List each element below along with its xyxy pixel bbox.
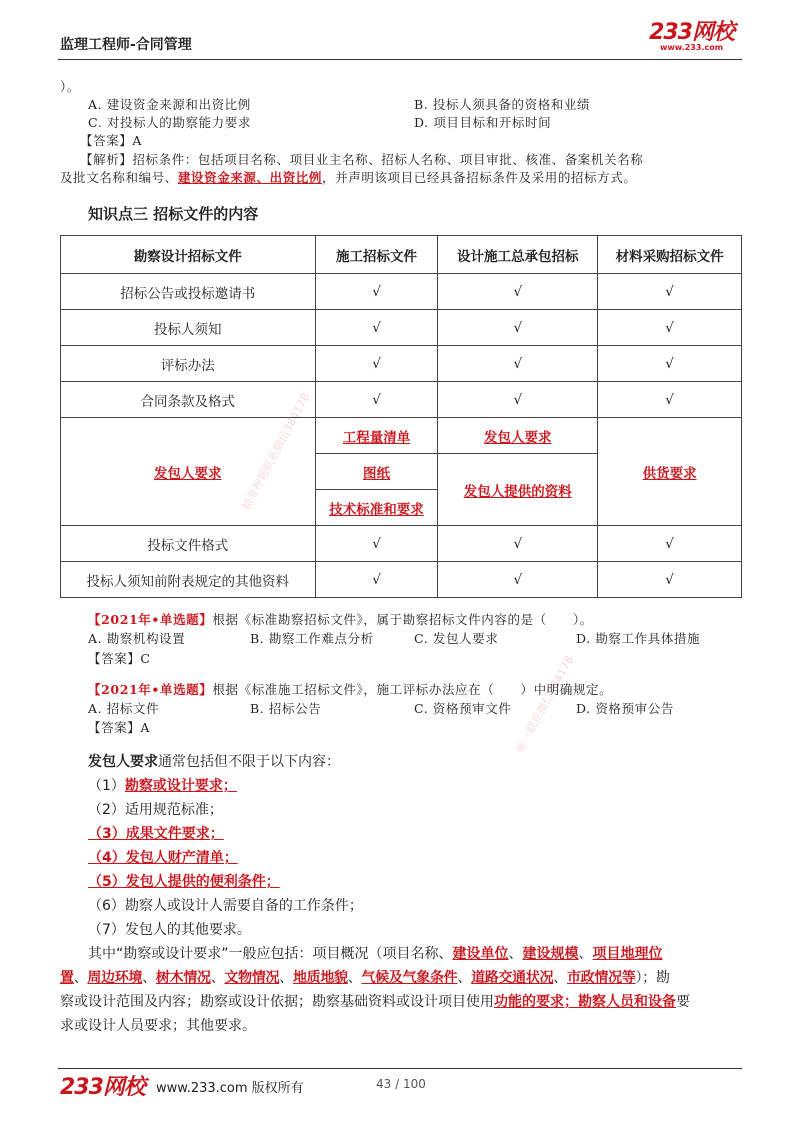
text-run: 、 bbox=[210, 970, 225, 986]
table-cell: 招标公告或投标邀请书 bbox=[61, 274, 316, 310]
table-row bbox=[61, 526, 742, 562]
check-cell: √ bbox=[598, 526, 742, 562]
question-tail: ）。 bbox=[60, 79, 80, 94]
footer-logo: 233网校 bbox=[60, 1075, 145, 1100]
brand-logo bbox=[649, 22, 734, 52]
q2-option-d: D. 资格预审公告 bbox=[576, 701, 674, 716]
analysis-text-2a: 及批文名称和编号、 bbox=[60, 170, 178, 185]
check-cell: √ bbox=[438, 310, 598, 346]
analysis-line-1 bbox=[80, 150, 643, 169]
req-paragraph-line-4: 求或设计人员要求；其他要求。 bbox=[60, 1018, 256, 1034]
check-cell: √ bbox=[598, 382, 742, 418]
header-divider bbox=[58, 59, 742, 60]
highlight-run: 文物情况 bbox=[224, 970, 280, 986]
answer-line: 【答案】A bbox=[80, 133, 143, 148]
question-2-tag: 【2021年•单选题】 bbox=[88, 682, 213, 697]
check-cell: √ bbox=[598, 346, 742, 382]
option-c: C. 对投标人的勘察能力要求 bbox=[88, 115, 251, 130]
text-run: 察或设计范围及内容；勘察或设计依据；勘察基础资料或设计项目使用 bbox=[60, 994, 494, 1010]
highlight-run: 道路交通状况 bbox=[471, 970, 554, 986]
table-cell: 评标办法 bbox=[61, 346, 316, 382]
footer-site: www.233.com 版权所有 bbox=[156, 1081, 304, 1096]
table-row bbox=[61, 382, 742, 418]
req-item-1-text: 勘察或设计要求； bbox=[124, 778, 237, 794]
req-paragraph-line-3 bbox=[60, 990, 690, 1014]
watermark-2: 唯一联系微信384178 bbox=[513, 653, 576, 756]
highlight-run: 功能的要求；勘察人员和设备 bbox=[494, 994, 676, 1010]
tender-docs-table bbox=[60, 235, 742, 598]
question-2-stem bbox=[88, 680, 612, 699]
req-paragraph-line-2 bbox=[60, 966, 670, 990]
req-item-4: （4）发包人财产清单； bbox=[88, 850, 238, 866]
bq-cell: 工程量清单 bbox=[315, 418, 438, 454]
option-a: A. 建设资金来源和出资比例 bbox=[88, 97, 251, 112]
text-run: 、 bbox=[553, 970, 567, 986]
footer-divider bbox=[58, 1068, 742, 1069]
text-run: 要 bbox=[676, 994, 690, 1010]
watermark-1: 精准押题联系微信384178 bbox=[239, 391, 313, 513]
supply-req-cell: 供货要求 bbox=[598, 418, 742, 526]
req-paragraph-line-1 bbox=[88, 942, 663, 966]
req-item-7: （7）发包人的其他要求。 bbox=[88, 922, 251, 938]
text-run: 、 bbox=[508, 946, 523, 962]
question-2-text: 根据《标准施工招标文件》，施工评标办法应在（ ）中明确规定。 bbox=[212, 682, 613, 697]
section-title: 知识点三 招标文件的内容 bbox=[88, 205, 259, 223]
check-cell: √ bbox=[315, 382, 438, 418]
table-row bbox=[61, 310, 742, 346]
text-run: 其中“勘察或设计要求”一般应包括：项目概况（项目名称、 bbox=[88, 946, 453, 962]
check-cell: √ bbox=[315, 310, 438, 346]
req-item-3: （3）成果文件要求； bbox=[88, 826, 224, 842]
highlight-run: 地质地貌 bbox=[292, 970, 348, 986]
document-header-title: 监理工程师-合同管理 bbox=[60, 37, 192, 53]
q1-option-d: D. 勘察工作具体措施 bbox=[576, 631, 701, 646]
highlight-run: 置 bbox=[60, 970, 74, 986]
req-intro bbox=[88, 750, 340, 774]
q2-answer: 【答案】A bbox=[88, 720, 151, 735]
table-header-cell: 勘察设计招标文件 bbox=[61, 236, 316, 274]
question-1-tag: 【2021年•单选题】 bbox=[88, 612, 213, 627]
text-run: 、 bbox=[279, 970, 293, 986]
logo-main-text: 233网校 bbox=[649, 20, 734, 45]
text-run: 、 bbox=[347, 970, 362, 986]
dc-employer-req-cell: 发包人要求 bbox=[438, 418, 598, 454]
text-run: 、 bbox=[142, 970, 156, 986]
check-cell: √ bbox=[438, 346, 598, 382]
text-run: ）；勘 bbox=[635, 970, 670, 986]
req-item-2: （2）适用规范标准； bbox=[88, 802, 223, 818]
highlight-run: 建设规模 bbox=[522, 946, 579, 962]
analysis-text-2c: ，并声明该项目已经具备招标条件及采用的招标方式。 bbox=[322, 170, 637, 185]
page-number: 43 / 100 bbox=[376, 1077, 426, 1091]
text-run: 、 bbox=[457, 970, 472, 986]
highlight-run: 气候及气象条件 bbox=[361, 970, 458, 986]
req-intro-rest: 通常包括但不限于以下内容： bbox=[158, 754, 340, 770]
table-row bbox=[61, 274, 742, 310]
analysis-text-1: 招标条件：包括项目名称、项目业主名称、招标人名称、项目审批、核准、备案机关名称 bbox=[132, 152, 644, 167]
q1-option-c: C. 发包人要求 bbox=[414, 631, 499, 646]
check-cell: √ bbox=[438, 274, 598, 310]
check-cell: √ bbox=[598, 562, 742, 598]
analysis-highlight: 建设资金来源、出资比例 bbox=[177, 170, 323, 185]
check-cell: √ bbox=[438, 562, 598, 598]
text-run: 、 bbox=[73, 970, 88, 986]
table-row bbox=[61, 418, 742, 454]
check-cell: √ bbox=[315, 274, 438, 310]
logo-sub-text: www.233.com bbox=[660, 43, 724, 52]
employer-req-cell: 发包人要求 bbox=[61, 418, 316, 526]
check-cell: √ bbox=[598, 274, 742, 310]
q1-option-a: A. 勘察机构设置 bbox=[88, 631, 186, 646]
check-cell: √ bbox=[598, 310, 742, 346]
q1-answer: 【答案】C bbox=[88, 651, 151, 666]
req-item-5: （5）发包人提供的便利条件； bbox=[88, 874, 280, 890]
highlight-run: 树木情况 bbox=[155, 970, 211, 986]
question-1-stem bbox=[88, 610, 593, 629]
check-cell: √ bbox=[315, 562, 438, 598]
q2-option-a: A. 招标文件 bbox=[88, 701, 160, 716]
table-cell: 合同条款及格式 bbox=[61, 382, 316, 418]
q2-option-c: C. 资格预审文件 bbox=[414, 701, 512, 716]
question-1-text: 根据《标准勘察招标文件》，属于勘察招标文件内容的是（ ）。 bbox=[212, 612, 593, 627]
analysis-line-2 bbox=[60, 168, 636, 187]
q1-option-b: B. 勘察工作难点分析 bbox=[250, 631, 374, 646]
table-row bbox=[61, 346, 742, 382]
req-item-1 bbox=[88, 774, 237, 798]
check-cell: √ bbox=[438, 526, 598, 562]
dc-employer-docs-cell: 发包人提供的资料 bbox=[438, 454, 598, 526]
highlight-run: 项目地理位 bbox=[592, 946, 663, 962]
option-d: D. 项目目标和开标时间 bbox=[414, 115, 552, 130]
table-cell: 投标人须知前附表规定的其他资料 bbox=[61, 562, 316, 598]
req-item-1-num: （1） bbox=[88, 778, 125, 794]
highlight-run: 市政情况等 bbox=[566, 970, 636, 986]
highlight-run: 周边环境 bbox=[87, 970, 143, 986]
table-header-cell: 设计施工总承包招标 bbox=[438, 236, 598, 274]
tech-std-cell: 技术标准和要求 bbox=[315, 490, 438, 526]
table-header-cell: 材料采购招标文件 bbox=[598, 236, 742, 274]
check-cell: √ bbox=[438, 382, 598, 418]
table-cell: 投标文件格式 bbox=[61, 526, 316, 562]
table-cell: 投标人须知 bbox=[61, 310, 316, 346]
req-item-6: （6）勘察人或设计人需要自备的工作条件； bbox=[88, 898, 363, 914]
table-row bbox=[61, 562, 742, 598]
text-run: 、 bbox=[578, 946, 593, 962]
drawings-cell: 图纸 bbox=[315, 454, 438, 490]
check-cell: √ bbox=[315, 346, 438, 382]
table-header-cell: 施工招标文件 bbox=[315, 236, 438, 274]
highlight-run: 建设单位 bbox=[452, 946, 509, 962]
req-intro-bold: 发包人要求 bbox=[88, 754, 158, 770]
option-b: B. 投标人须具备的资格和业绩 bbox=[414, 97, 591, 112]
table-header-row bbox=[61, 236, 742, 274]
analysis-label: 【解析】 bbox=[80, 152, 133, 167]
check-cell: √ bbox=[315, 526, 438, 562]
q2-option-b: B. 招标公告 bbox=[250, 701, 322, 716]
